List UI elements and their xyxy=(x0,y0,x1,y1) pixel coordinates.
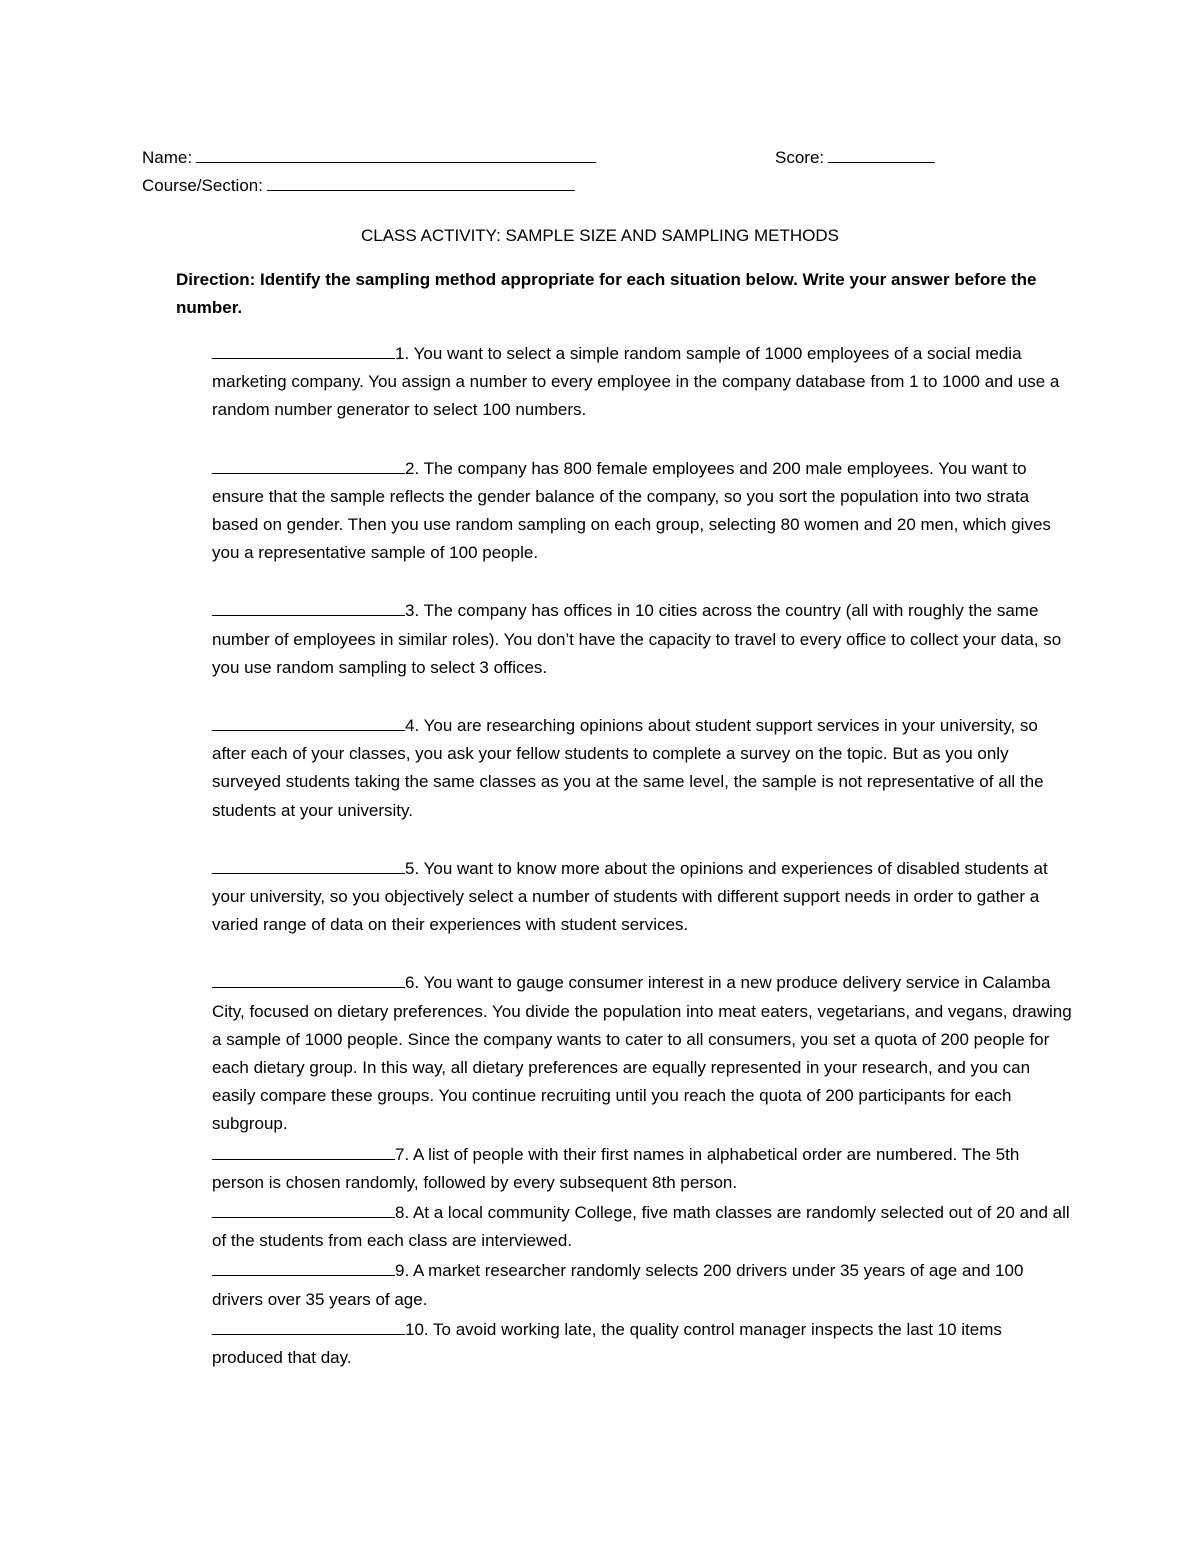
question-text: 10. To avoid working late, the quality control manager inspects the last 10 items produced that day. xyxy=(212,1319,1002,1368)
question-text: 7. A list of people with their first names in alphabetical order are numbered. The 5th person is chosen randomly, followed by every subsequent 8th person. xyxy=(212,1144,1020,1192)
answer-blank[interactable] xyxy=(212,338,395,359)
question-item xyxy=(212,1139,1072,1197)
question-item xyxy=(212,1314,1072,1372)
answer-blank[interactable] xyxy=(212,1197,395,1218)
answer-blank[interactable] xyxy=(212,1139,395,1160)
question-item xyxy=(212,710,1072,825)
question-item xyxy=(212,1255,1072,1313)
course-blank[interactable] xyxy=(267,170,575,191)
question-text: 6. You want to gauge consumer interest in a new produce delivery service in Calamba City, focused on dietary preferences. You divide the population into meat eaters, vegetarians, and vegans, drawing a sample of 1000 people. Since the company wants to cater to all consumers, you set a quota of 200 people for each dietary group. In this way, all dietary preferences are equally represented in your research, and you can easily compare these groups. You continue recruiting until you reach the quota of 200 participants for each subgroup. xyxy=(212,973,1072,1134)
question-text: 3. The company has offices in 10 cities across the country (all with roughly the same number of employees in similar roles). You don’t have the capacity to travel to every office to collect your data, so you use random sampling to select 3 offices. xyxy=(212,601,1062,677)
score-field-row xyxy=(775,142,935,172)
answer-blank[interactable] xyxy=(212,453,405,474)
question-item xyxy=(212,338,1072,425)
page-title: CLASS ACTIVITY: SAMPLE SIZE AND SAMPLING METHODS xyxy=(360,226,839,245)
question-text: 8. At a local community College, five math classes are randomly selected out of 20 and all of the students from each class are interviewed. xyxy=(212,1203,1070,1251)
question-item xyxy=(212,853,1072,940)
answer-blank[interactable] xyxy=(212,595,405,616)
question-item xyxy=(212,967,1072,1138)
question-item xyxy=(212,453,1072,568)
question-item xyxy=(212,595,1072,682)
question-text: 4. You are researching opinions about student support services in your university, so after each of your classes, you ask your fellow students to complete a survey on the topic. But as you only surveyed students taking the same classes as you at the same level, the sample is not representative of all the students at your university. xyxy=(212,716,1044,820)
question-text: 1. You want to select a simple random sample of 1000 employees of a social media marketing company. You assign a number to every employee in the company database from 1 to 1000 and use a random number generator to select 100 numbers. xyxy=(212,344,1060,420)
course-label: Course/Section: xyxy=(142,176,263,195)
answer-blank[interactable] xyxy=(212,1255,395,1276)
question-text: 5. You want to know more about the opinions and experiences of disabled students at your university, so you objectively select a number of students with different support needs in order to gather a varied range of data on their experiences with student services. xyxy=(212,858,1048,935)
question-text: 2. The company has 800 female employees and 200 male employees. You want to ensure that the sample reflects the gender balance of the company, so you sort the population into two strata based on gender. Then you use random sampling on each group, selecting 80 women and 20 men, which gives you a representative sample of 100 people. xyxy=(212,458,1051,563)
score-blank[interactable] xyxy=(828,142,935,163)
answer-blank[interactable] xyxy=(212,967,405,988)
question-item xyxy=(212,1197,1072,1255)
question-list xyxy=(212,338,1072,1372)
direction-text: Direction: Identify the sampling method appropriate for each situation below. Write your answer before the number. xyxy=(176,270,1037,317)
name-blank[interactable] xyxy=(196,142,596,163)
answer-blank[interactable] xyxy=(212,853,405,874)
answer-blank[interactable] xyxy=(212,1314,405,1335)
question-text: 9. A market researcher randomly selects 200 drivers under 35 years of age and 100 drivers over 35 years of age. xyxy=(212,1261,1024,1309)
name-field-row xyxy=(142,142,596,172)
score-label: Score: xyxy=(775,148,825,167)
course-field-row xyxy=(142,170,575,200)
answer-blank[interactable] xyxy=(212,710,405,731)
name-label: Name: xyxy=(142,148,193,167)
